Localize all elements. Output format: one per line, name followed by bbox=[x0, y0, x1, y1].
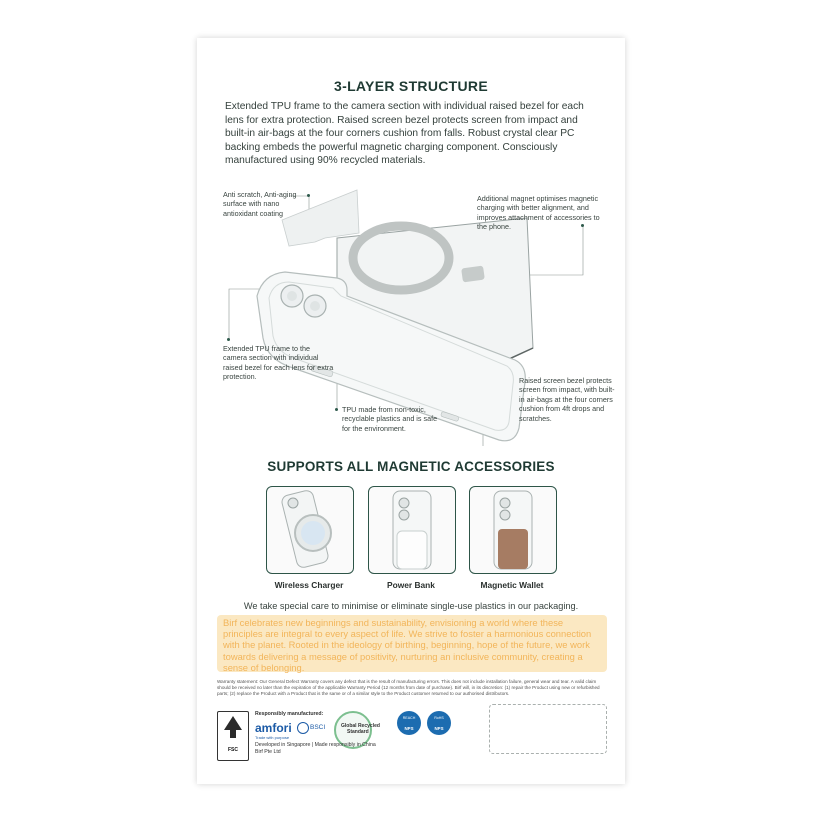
fsc-label: FSC bbox=[228, 747, 238, 753]
bsci-icon bbox=[297, 722, 309, 734]
magnetic-wallet-tile bbox=[469, 486, 557, 574]
power-bank-tile bbox=[368, 486, 456, 574]
magnetic-wallet-label: Magnetic Wallet bbox=[480, 580, 544, 590]
power-bank-label: Power Bank bbox=[387, 580, 435, 590]
rohs-label: RoHS bbox=[434, 716, 444, 720]
power-bank-icon bbox=[369, 487, 455, 573]
grs-line1: Global Recycled bbox=[341, 723, 380, 729]
tpu-frame-marker bbox=[227, 338, 230, 341]
magnet-annotation: Additional magnet optimises magnetic charging with better alignment, and improves attachment of accessories to the phone. bbox=[477, 194, 600, 232]
amfori-logo: amfori bbox=[255, 721, 292, 735]
responsibly-label: Responsibly manufactured: bbox=[255, 711, 324, 717]
barcode-placeholder bbox=[489, 704, 607, 754]
reach-label: REACH bbox=[402, 716, 416, 720]
magnetic-wallet-icon bbox=[470, 487, 556, 573]
grs-label bbox=[341, 723, 381, 735]
package-back-card bbox=[197, 38, 625, 784]
wireless-charger-label: Wireless Charger bbox=[274, 580, 344, 590]
fsc-logo bbox=[217, 711, 249, 761]
wireless-charger-tile bbox=[266, 486, 354, 574]
grs-line2: Standard bbox=[347, 729, 369, 735]
warranty-statement: Warranty statement: Our General Defect Warranty covers any defect that is the result of manufacturing errors. This does not include installation failure, general wear and tear. A valid claim should be received no later than the expiration of the applicable Warranty Period (12 months from date of purchase). Birf will, in its discretion: (1) repair the Product using new or refurbished parts; (2) replace the Product with a Product that is the same or of a similar style to the Product customer returned to our authorised distributors. bbox=[217, 679, 600, 696]
developed-text: Developed in Singapore | Made responsibly in China bbox=[255, 742, 376, 748]
tree-icon bbox=[218, 712, 248, 742]
reach-badge bbox=[397, 711, 421, 735]
structure-description: Extended TPU frame to the camera section with individual raised bezel for each lens for extra protection. Raised screen bezel protects screen from impact and built-in air-bags at the four corners cushion from falls. Robust crystal clear PC backing embeds the powerful magnetic charging component. Consciously manufactured using 90% recycled materials. bbox=[225, 101, 584, 167]
tpu-material-marker bbox=[335, 408, 338, 411]
screen-bezel-annotation: Raised screen bezel protects screen from impact, with built-in air-bags at the four corners cushion from 4ft drops and scratches. bbox=[519, 376, 615, 423]
anti-scratch-annotation: Anti scratch, Anti-aging surface with nano antioxidant coating bbox=[223, 190, 297, 218]
structure-title: 3-LAYER STRUCTURE bbox=[334, 78, 488, 94]
rohs-nps: NPS bbox=[434, 726, 444, 731]
packaging-note: We take special care to minimise or eliminate single-use plastics in our packaging. bbox=[243, 601, 579, 611]
tpu-material-annotation: TPU made from non-toxic, recyclable plastics and is safe for the environment. bbox=[342, 405, 438, 433]
bsci-label: BSCI bbox=[310, 724, 326, 731]
birf-statement: Birf celebrates new beginnings and sustainability, envisioning a world where these principles are integral to every aspect of life. We strive to foster a harmonious connection with the planet. Rooted in the ideology of birthing, beginning, hope of the future, we work towards delivering a message of positivity, nurturing an inclusive community, creating a sense of belonging. bbox=[217, 615, 607, 672]
reach-nps: NPS bbox=[404, 726, 414, 731]
accessories-title: SUPPORTS ALL MAGNETIC ACCESSORIES bbox=[267, 459, 555, 474]
wireless-charger-icon bbox=[267, 487, 353, 573]
tpu-frame-annotation: Extended TPU frame to the camera section with individual raised bezel for each lens for extra protection. bbox=[223, 344, 334, 382]
amfori-tagline: Trade with purpose bbox=[255, 735, 290, 740]
rohs-badge bbox=[427, 711, 451, 735]
company-name: Birf Pte Ltd bbox=[255, 749, 281, 755]
